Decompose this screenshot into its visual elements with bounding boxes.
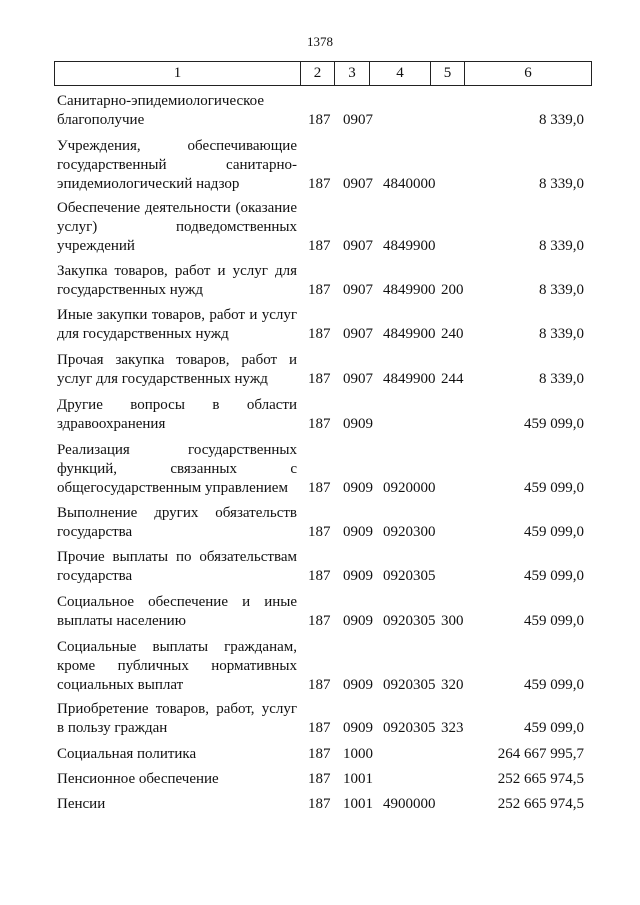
admin-code: 187 — [308, 613, 331, 629]
row-description — [57, 795, 297, 814]
amount-value: 8 339,0 — [539, 238, 584, 254]
description-line: кроме публичных нормативных — [57, 658, 297, 674]
description-line: государства — [57, 568, 133, 584]
section-code: 1000 — [343, 746, 373, 762]
description-line: государственных нужд — [57, 282, 204, 298]
article-code: 0920305 — [383, 613, 436, 629]
admin-code: 187 — [308, 326, 331, 342]
admin-code: 187 — [308, 568, 331, 584]
expense-type-code: 323 — [441, 720, 464, 736]
description-line: в пользу граждан — [57, 720, 168, 736]
description-line: для государственных нужд — [57, 326, 229, 342]
article-code: 4840000 — [383, 176, 436, 192]
description-line: Реализация государственных — [57, 442, 297, 458]
section-code: 1001 — [343, 796, 373, 812]
admin-code: 187 — [308, 746, 331, 762]
amount-value: 459 099,0 — [524, 524, 584, 540]
row-description — [57, 441, 297, 498]
admin-code: 187 — [308, 677, 331, 693]
row-description — [57, 306, 297, 344]
article-code: 4849900 — [383, 282, 436, 298]
admin-code: 187 — [308, 771, 331, 787]
section-code: 0907 — [343, 371, 373, 387]
row-description — [57, 396, 297, 434]
amount-value: 459 099,0 — [524, 613, 584, 629]
section-code: 0907 — [343, 326, 373, 342]
section-code: 0909 — [343, 568, 373, 584]
description-line: Выполнение других обязательств — [57, 505, 297, 521]
description-line: Обеспечение деятельности (оказание — [57, 200, 297, 216]
amount-value: 8 339,0 — [539, 176, 584, 192]
description-line: здравоохранения — [57, 416, 166, 432]
section-code: 0909 — [343, 416, 373, 432]
row-description — [57, 504, 297, 542]
admin-code: 187 — [308, 282, 331, 298]
row-description — [57, 700, 297, 738]
admin-code: 187 — [308, 720, 331, 736]
page-number: 1378 — [307, 34, 333, 49]
admin-code: 187 — [308, 112, 331, 128]
section-code: 0907 — [343, 238, 373, 254]
description-line: Приобретение товаров, работ, услуг — [57, 701, 297, 717]
header-col-6: 6 — [524, 65, 532, 81]
description-line: Иные закупки товаров, работ и услуг — [57, 307, 297, 323]
section-code: 0909 — [343, 480, 373, 496]
description-line: Пенсии — [57, 796, 106, 812]
description-line: функций, связанных с — [57, 461, 297, 477]
admin-code: 187 — [308, 796, 331, 812]
description-line: государственный санитарно- — [57, 157, 297, 173]
amount-value: 8 339,0 — [539, 326, 584, 342]
article-code: 0920305 — [383, 677, 436, 693]
expense-type-code: 240 — [441, 326, 464, 342]
section-code: 0907 — [343, 112, 373, 128]
row-description — [57, 745, 297, 764]
row-description — [57, 262, 297, 300]
admin-code: 187 — [308, 416, 331, 432]
admin-code: 187 — [308, 238, 331, 254]
row-description — [57, 92, 297, 130]
amount-value: 459 099,0 — [524, 720, 584, 736]
admin-code: 187 — [308, 176, 331, 192]
description-line: эпидемиологический надзор — [57, 176, 240, 192]
article-code: 4849900 — [383, 371, 436, 387]
row-description — [57, 351, 297, 389]
article-code: 0920305 — [383, 568, 436, 584]
admin-code: 187 — [308, 371, 331, 387]
article-code: 4900000 — [383, 796, 436, 812]
section-code: 0909 — [343, 613, 373, 629]
article-code: 0920000 — [383, 480, 436, 496]
row-description — [57, 137, 297, 194]
expense-type-code: 320 — [441, 677, 464, 693]
description-line: услуг для государственных нужд — [57, 371, 268, 387]
header-col-5: 5 — [431, 62, 465, 85]
header-col-4: 4 — [370, 62, 431, 85]
amount-value: 8 339,0 — [539, 282, 584, 298]
description-line: Прочая закупка товаров, работ и — [57, 352, 297, 368]
amount-value: 459 099,0 — [524, 568, 584, 584]
article-code: 4849900 — [383, 238, 436, 254]
row-description — [57, 638, 297, 695]
row-description — [57, 593, 297, 631]
expense-type-code: 244 — [441, 371, 464, 387]
description-line: общегосударственным управлением — [57, 480, 288, 496]
row-description — [57, 199, 297, 256]
description-line: государства — [57, 524, 133, 540]
section-code: 0909 — [343, 524, 373, 540]
description-line: Санитарно-эпидемиологическое — [57, 93, 265, 109]
admin-code: 187 — [308, 480, 331, 496]
amount-value: 8 339,0 — [539, 112, 584, 128]
row-description — [57, 770, 297, 789]
row-description — [57, 548, 297, 586]
amount-value: 252 665 974,5 — [497, 796, 584, 812]
expense-type-code: 200 — [441, 282, 464, 298]
amount-value: 264 667 995,7 — [497, 746, 584, 762]
article-code: 0920305 — [383, 720, 436, 736]
section-code: 0907 — [343, 176, 373, 192]
amount-value: 252 665 974,5 — [497, 771, 584, 787]
section-code: 0909 — [343, 720, 373, 736]
description-line: выплаты населению — [57, 613, 186, 629]
description-line: Социальное обеспечение и иные — [57, 594, 297, 610]
table-header — [54, 61, 592, 86]
description-line: учреждений — [57, 238, 135, 254]
header-col-3: 3 — [335, 62, 370, 85]
header-col-1: 1 — [55, 62, 301, 85]
description-line: социальных выплат — [57, 677, 184, 693]
description-line: Социальная политика — [57, 746, 197, 762]
section-code: 1001 — [343, 771, 373, 787]
expense-type-code: 300 — [441, 613, 464, 629]
description-line: Пенсионное обеспечение — [57, 771, 219, 787]
amount-value: 459 099,0 — [524, 416, 584, 432]
amount-value: 459 099,0 — [524, 677, 584, 693]
section-code: 0909 — [343, 677, 373, 693]
article-code: 0920300 — [383, 524, 436, 540]
amount-value: 459 099,0 — [524, 480, 584, 496]
amount-value: 8 339,0 — [539, 371, 584, 387]
section-code: 0907 — [343, 282, 373, 298]
description-line: Социальные выплаты гражданам, — [57, 639, 297, 655]
description-line: Закупка товаров, работ и услуг для — [57, 263, 297, 279]
article-code: 4849900 — [383, 326, 436, 342]
description-line: Прочие выплаты по обязательствам — [57, 549, 297, 565]
header-col-2: 2 — [301, 62, 335, 85]
admin-code: 187 — [308, 524, 331, 540]
description-line: благополучие — [57, 112, 145, 128]
description-line: Учреждения, обеспечивающие — [57, 138, 297, 154]
description-line: Другие вопросы в области — [57, 397, 297, 413]
description-line: услуг) подведомственных — [57, 219, 297, 235]
